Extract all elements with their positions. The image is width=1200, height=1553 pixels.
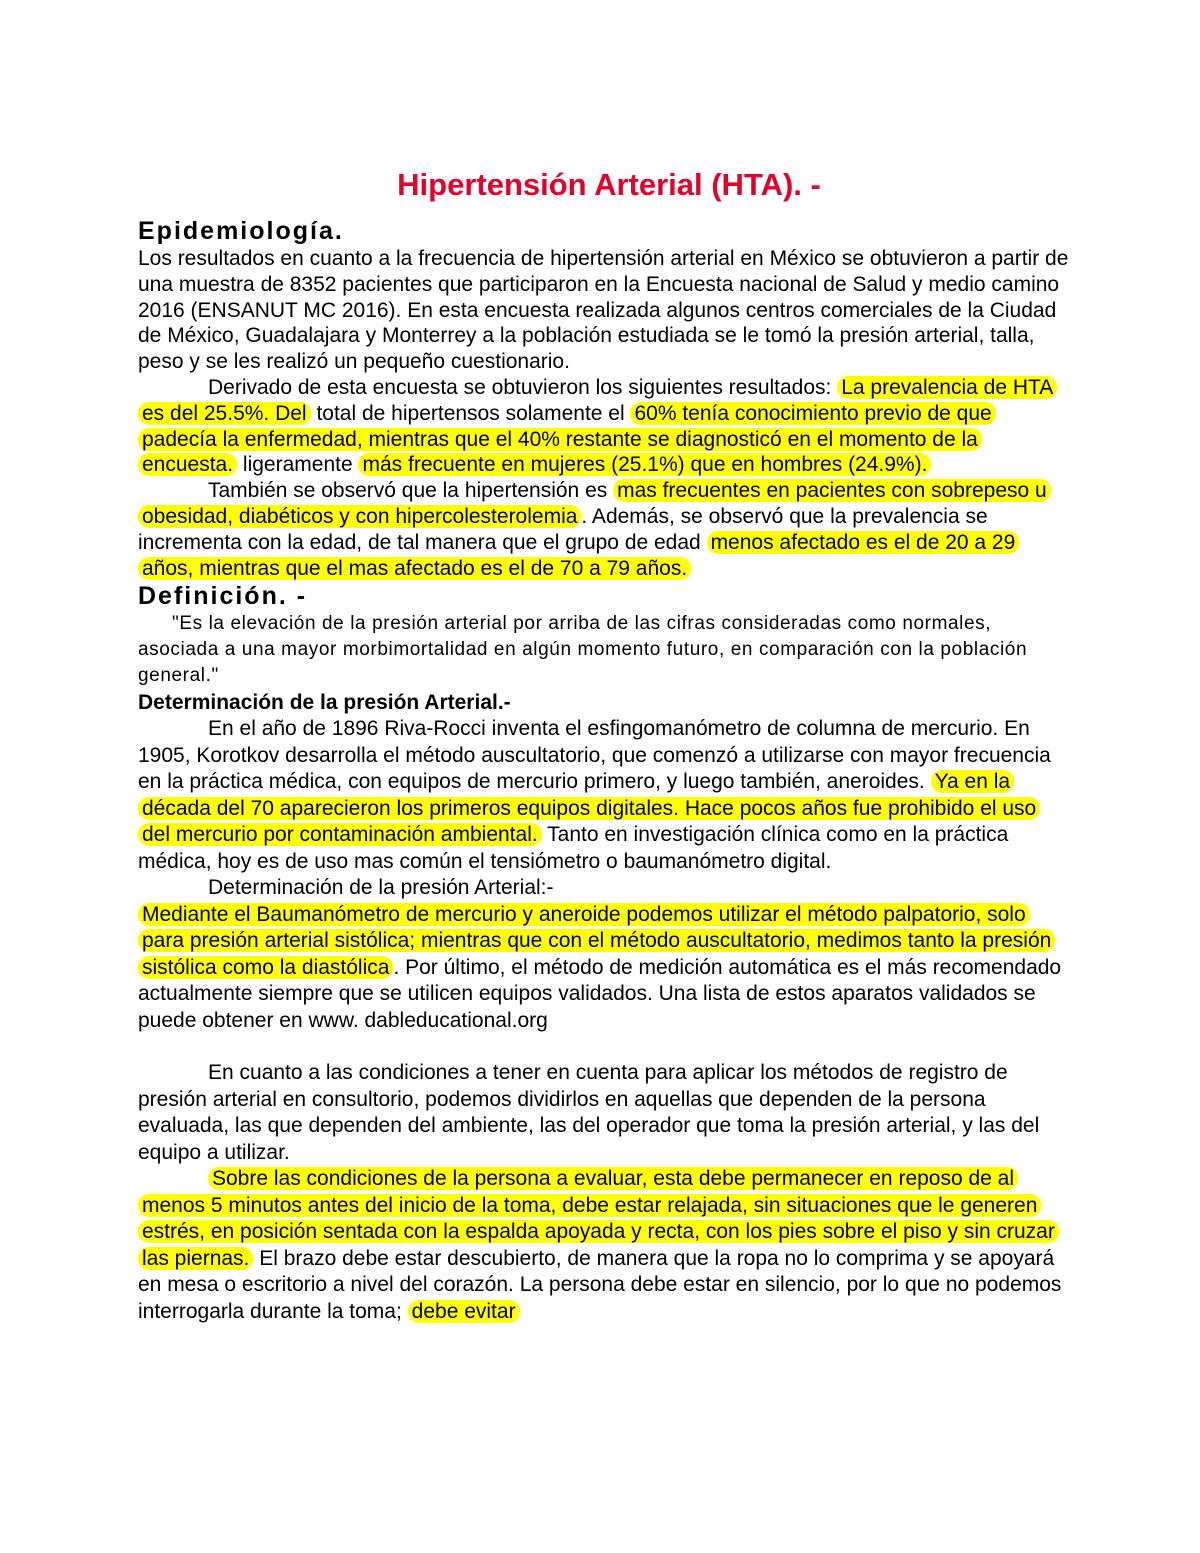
- highlighted-text: debe evitar: [408, 1300, 520, 1323]
- text-run: Derivado de esta encuesta se obtuvieron los siguientes resultados:: [208, 375, 838, 399]
- paragraph-condiciones: En cuanto a las condiciones a tener en cuenta para aplicar los métodos de registro de presión arterial en consultorio, podemos dividirlos en aquellas que dependen de la persona evaluada, las que dependen del ambiente, las del operador que toma la presión arterial, y las del equipo a utilizar.: [138, 1061, 1040, 1164]
- highlighted-text: Sobre las condiciones de la persona a evaluar, esta debe permanecer en reposo de al menos 5 minutos antes del inicio de la toma, debe estar relajada, sin situaciones que le generen estrés, en posición sentada con la espalda apoyada y recta, con los pies sobre el piso y sin cruzar las piernas.: [138, 1167, 1059, 1270]
- highlighted-text: más frecuente en mujeres (25.1%) que en hombres (24.9%).: [358, 453, 931, 476]
- heading-definicion: Definición. -: [138, 582, 308, 611]
- text-run: También se observó que la hipertensión es: [208, 479, 614, 503]
- definition-quote: "Es la elevación de la presión arterial por arriba de las cifras consideradas como normales, asociada a una mayor morbimortalidad en algún momento futuro, en comparación con la población general.": [138, 613, 1028, 687]
- highlighted-text: La prevalencia de HTA es del 25.5%. Del: [138, 376, 1057, 425]
- paragraph-historia: [138, 716, 1070, 875]
- text-run: . Además, se observó que la prevalencia se incrementa con la edad, de tal manera que el grupo de edad: [138, 504, 988, 554]
- text-run: ligeramente: [237, 453, 359, 477]
- blank-line: [138, 1034, 1070, 1060]
- text-run: En el año de 1896 Riva-Rocci inventa el esfingomanómetro de columna de mercurio. En 1905, Korotkov desarrolla el método auscultatorio, que comenzó a utilizarse con mayor frecuencia en la práctica médica, con equipos de mercurio primero, y luego también, aneroides.: [138, 717, 1051, 794]
- document-title: Hipertensión Arterial (HTA). -: [397, 167, 821, 202]
- paragraph-resultados: [138, 375, 1070, 478]
- subheading-determinacion: Determinación de la presión Arterial:-: [208, 876, 554, 900]
- paragraph-metodos: [138, 902, 1070, 1035]
- text-run: El brazo debe estar descubierto, de manera que la ropa no lo comprima y se apoyará en mesa o escritorio a nivel del corazón. La persona debe estar en silencio, por lo que no podemos interrogarla durante la toma;: [138, 1246, 1062, 1323]
- highlighted-text: menos afectado es el de 20 a 29 años, mientras que el mas afectado es el de 70 a 79 años.: [138, 531, 1019, 580]
- section-definicion: [138, 581, 1070, 689]
- paragraph-encuesta: Los resultados en cuanto a la frecuencia de hipertensión arterial en México se obtuvieron a partir de una muestra de 8352 pacientes que participaron en la Encuesta nacional de Salud y medio camino 2016 (ENSANUT MC 2016). En esta encuesta realizada algunos centros comerciales de la Ciudad de México, Guadalajara y Monterrey a la población estudiada se le tomó la presión arterial, talla, peso y se les realizó un pequeño cuestionario.: [138, 247, 1069, 374]
- section-epidemiologia: [138, 216, 1070, 581]
- text-run: . Por último, el método de medición automática es el más recomendado actualmente siempre que se utilicen equipos validados. Una lista de estos aparatos validados se puede obtener en www. dableducational.org: [138, 955, 1062, 1032]
- highlighted-text: Mediante el Baumanómetro de mercurio y aneroide podemos utilizar el método palpatorio, solo para presión arterial sistólica; mientras que con el método auscultatorio, medimos tanto la presión sistólica como la diastólica: [138, 903, 1055, 979]
- highlighted-text: Ya en la década del 70 aparecieron los primeros equipos digitales. Hace pocos años fue prohibido el uso del mercurio por contaminación ambiental.: [138, 770, 1040, 846]
- paragraph-persona: [138, 1166, 1070, 1325]
- heading-determinacion: Determinación de la presión Arterial.-: [138, 691, 511, 715]
- paragraph-factores: [138, 478, 1070, 581]
- highlighted-text: 60% tenía conocimiento previo de que padecía la enfermedad, mientras que el 40% restante se diagnosticó en el momento de la encuesta.: [138, 402, 996, 477]
- heading-epidemiologia: Epidemiología.: [138, 217, 344, 245]
- text-run: Tanto en investigación clínica como en la práctica médica, hoy es de uso mas común el tensiómetro o baumanómetro digital.: [138, 823, 1009, 873]
- section-determinacion: [138, 689, 1070, 1325]
- text-run: total de hipertensos solamente el: [310, 401, 631, 425]
- highlighted-text: mas frecuentes en pacientes con sobrepeso u obesidad, diabéticos y con hipercolesterolemia: [138, 479, 1051, 528]
